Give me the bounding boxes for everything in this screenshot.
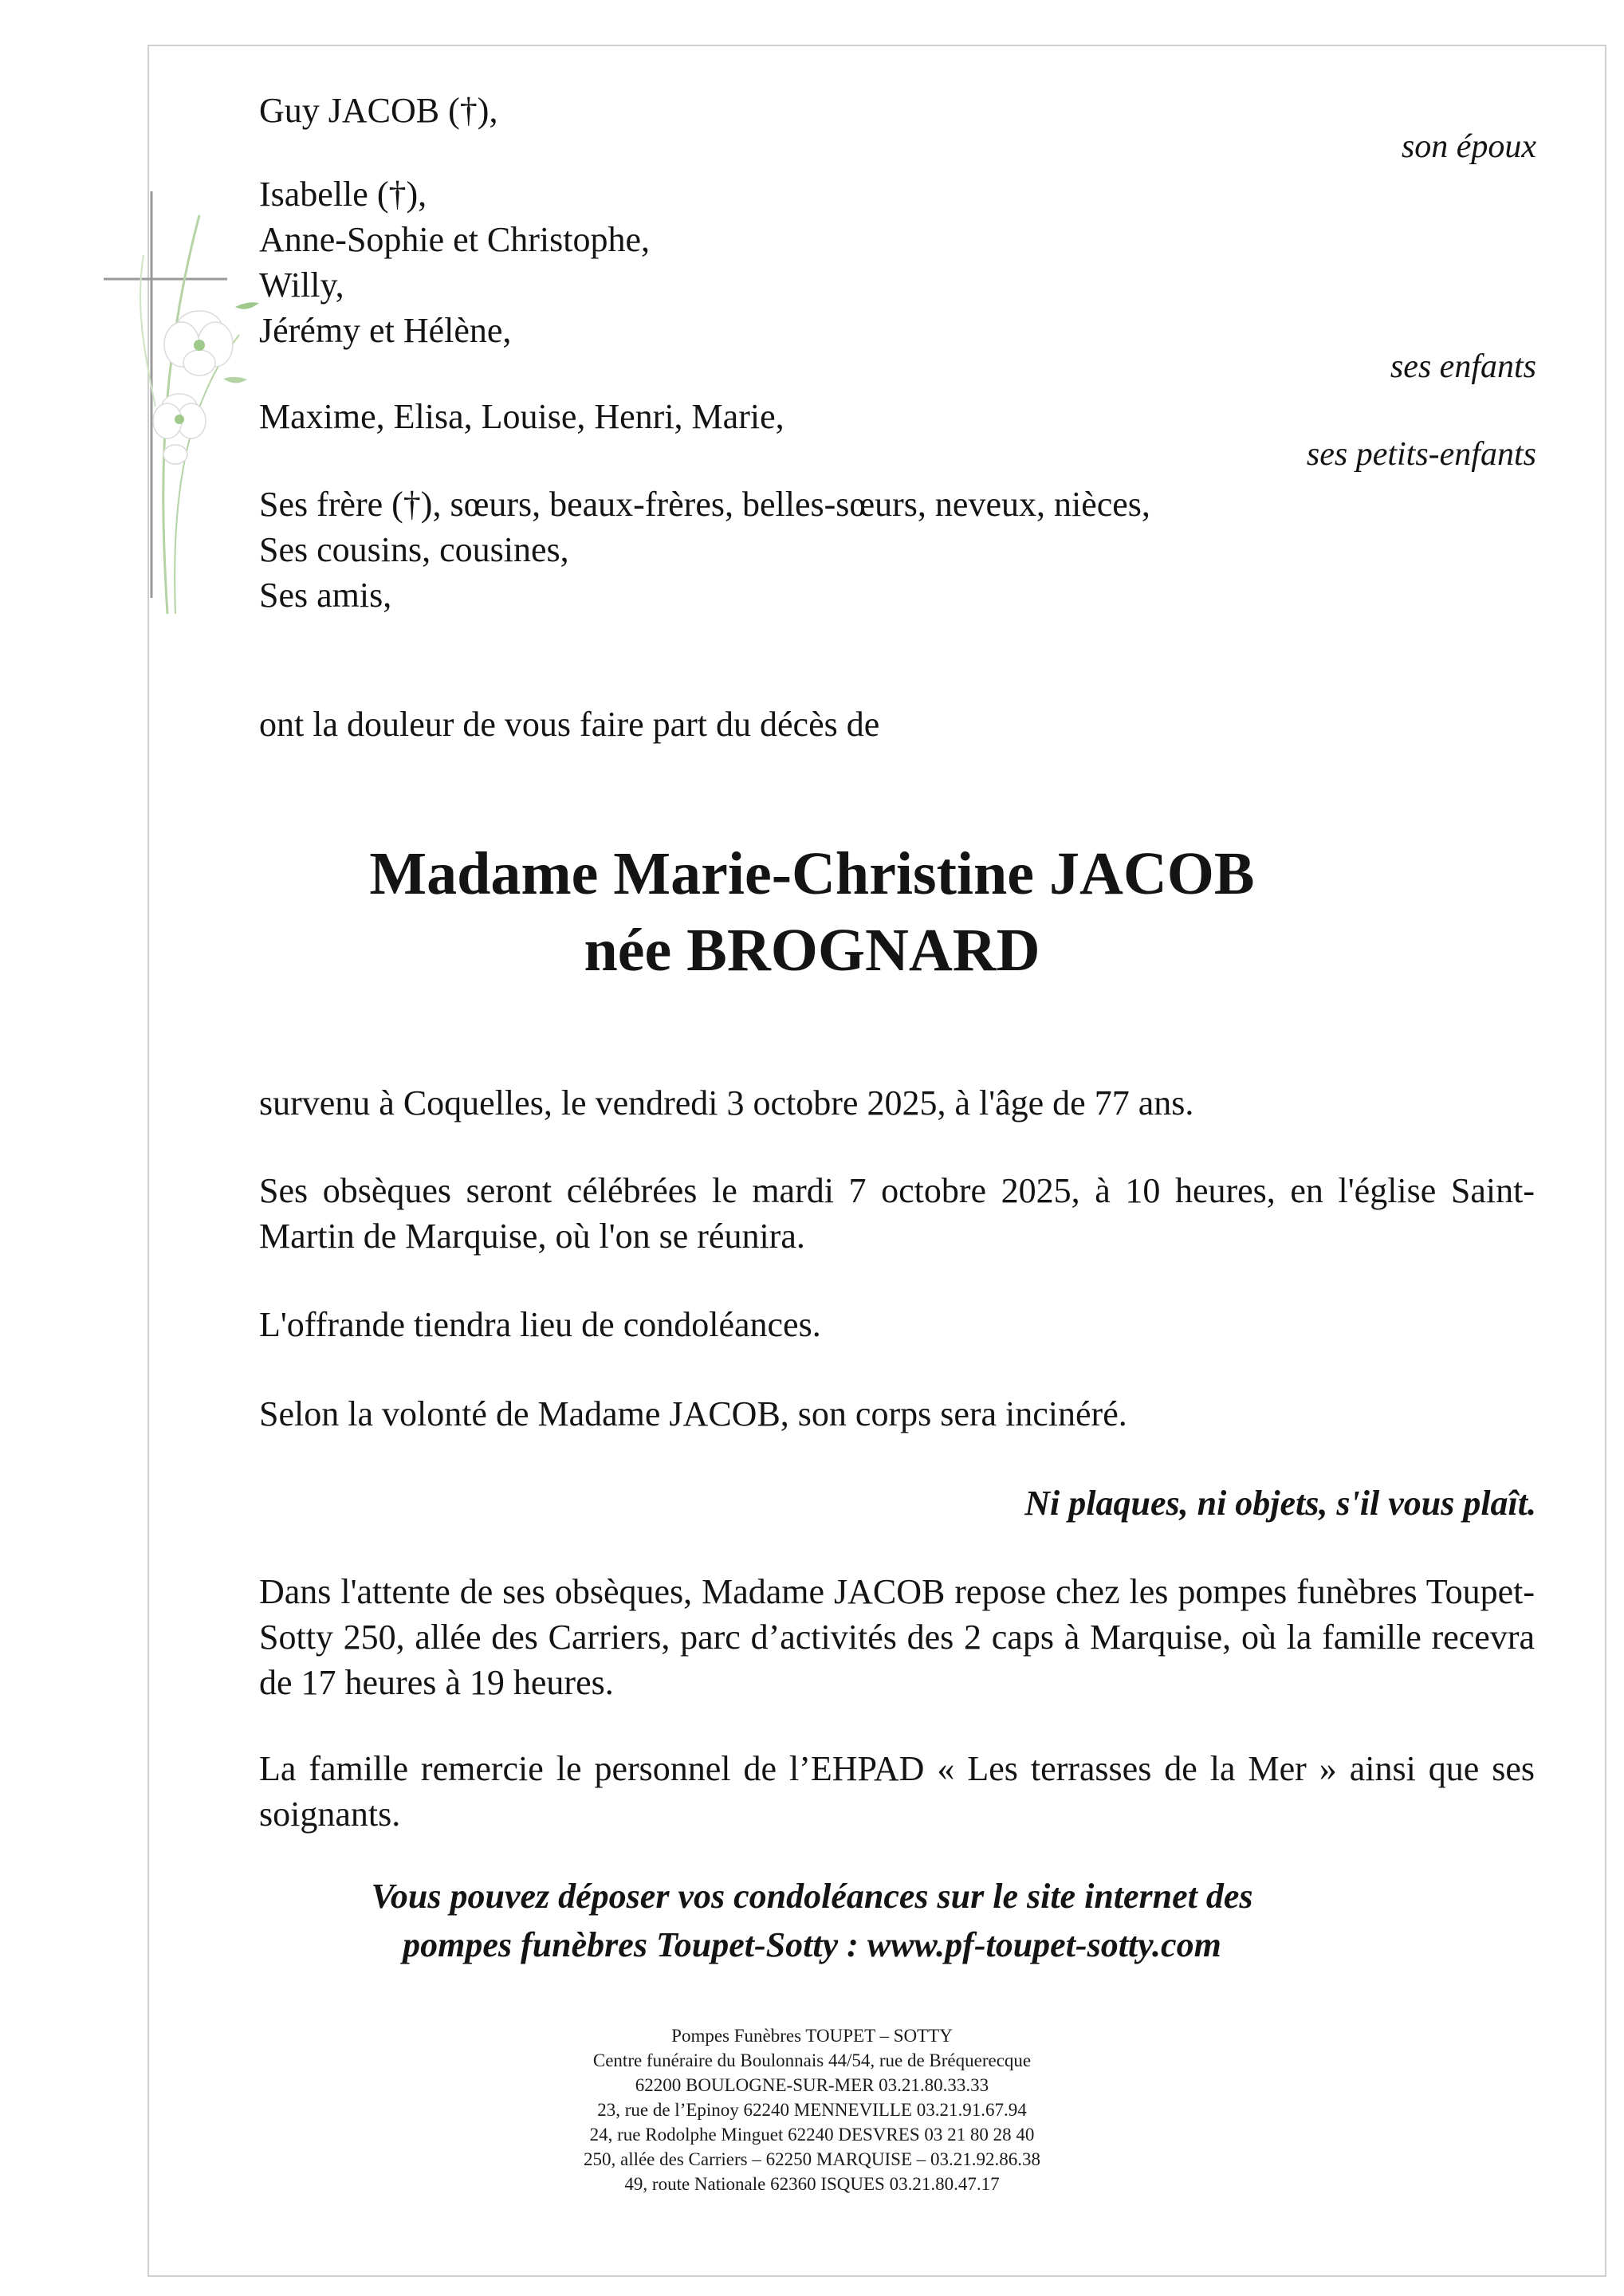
child-3: Willy,	[259, 265, 344, 305]
child-2: Anne-Sophie et Christophe,	[259, 220, 651, 259]
child-4: Jérémy et Hélène,	[259, 311, 512, 350]
funeral-details: Ses obsèques seront célébrées le mardi 7 octobre 2025, à 10 heures, en l'église Saint-Martin de Marquise, où l'on se réunira.	[259, 1171, 1535, 1256]
condolences-note	[0, 1872, 1624, 1969]
no-plaques-note: Ni plaques, ni objets, s'il vous plaît.	[1024, 1484, 1536, 1523]
deceased-name-block	[0, 835, 1624, 989]
relatives-1: Ses frère (†), sœurs, beaux-frères, belles-sœurs, neveux, nièces,	[259, 485, 1150, 524]
footer-line: 24, rue Rodolphe Minguet 62240 DESVRES 03 21 80 28 40	[589, 2125, 1035, 2145]
offering-note: L'offrande tiendra lieu de condoléances.	[259, 1305, 821, 1344]
condolences-line-2: pompes funèbres Toupet-Sotty : www.pf-toupet-sotty.com	[403, 1925, 1221, 1964]
funeral-home-footer	[0, 2023, 1624, 2196]
condolences-line-1: Vous pouvez déposer vos condoléances sur le site internet des	[371, 1877, 1253, 1916]
thanks-note: La famille remercie le personnel de l’EHPAD « Les terrasses de la Mer » ainsi que ses soignants.	[259, 1749, 1535, 1834]
footer-line: 250, allée des Carriers – 62250 MARQUISE – 03.21.92.86.38	[583, 2149, 1040, 2169]
announcement: ont la douleur de vous faire part du décès de	[259, 705, 880, 744]
cross-orchid-icon	[80, 167, 263, 614]
spouse-name: Guy JACOB (†),	[259, 91, 498, 130]
child-1: Isabelle (†),	[259, 175, 427, 214]
footer-line: 23, rue de l’Epinoy 62240 MENNEVILLE 03.21.91.67.94	[597, 2100, 1027, 2120]
footer-line: 49, route Nationale 62360 ISQUES 03.21.80.47.17	[624, 2174, 1000, 2194]
deceased-name: Madame Marie-Christine JACOB	[369, 840, 1255, 907]
grandchildren-role: ses petits-enfants	[1306, 436, 1536, 473]
death-details: survenu à Coquelles, le vendredi 3 octobre 2025, à l'âge de 77 ans.	[259, 1083, 1194, 1122]
deceased-maiden-name: née BROGNARD	[584, 917, 1040, 984]
grandchildren: Maxime, Elisa, Louise, Henri, Marie,	[259, 397, 784, 436]
relatives-3: Ses amis,	[259, 576, 392, 615]
rest-details: Dans l'attente de ses obsèques, Madame JACOB repose chez les pompes funèbres Toupet-Sotty 250, allée des Carriers, parc d’activités des 2 caps à Marquise, où la famille recevra de 17 heures à 19 heures.	[259, 1572, 1535, 1702]
children-role: ses enfants	[1390, 348, 1536, 385]
cremation-note: Selon la volonté de Madame JACOB, son corps sera incinéré.	[259, 1394, 1127, 1433]
footer-line: Centre funéraire du Boulonnais 44/54, rue de Bréquerecque	[592, 2050, 1032, 2070]
footer-line: 62200 BOULOGNE-SUR-MER 03.21.80.33.33	[635, 2075, 989, 2095]
spouse-role: son époux	[1401, 128, 1536, 165]
relatives-2: Ses cousins, cousines,	[259, 530, 569, 569]
footer-line: Pompes Funèbres TOUPET – SOTTY	[671, 2026, 953, 2046]
